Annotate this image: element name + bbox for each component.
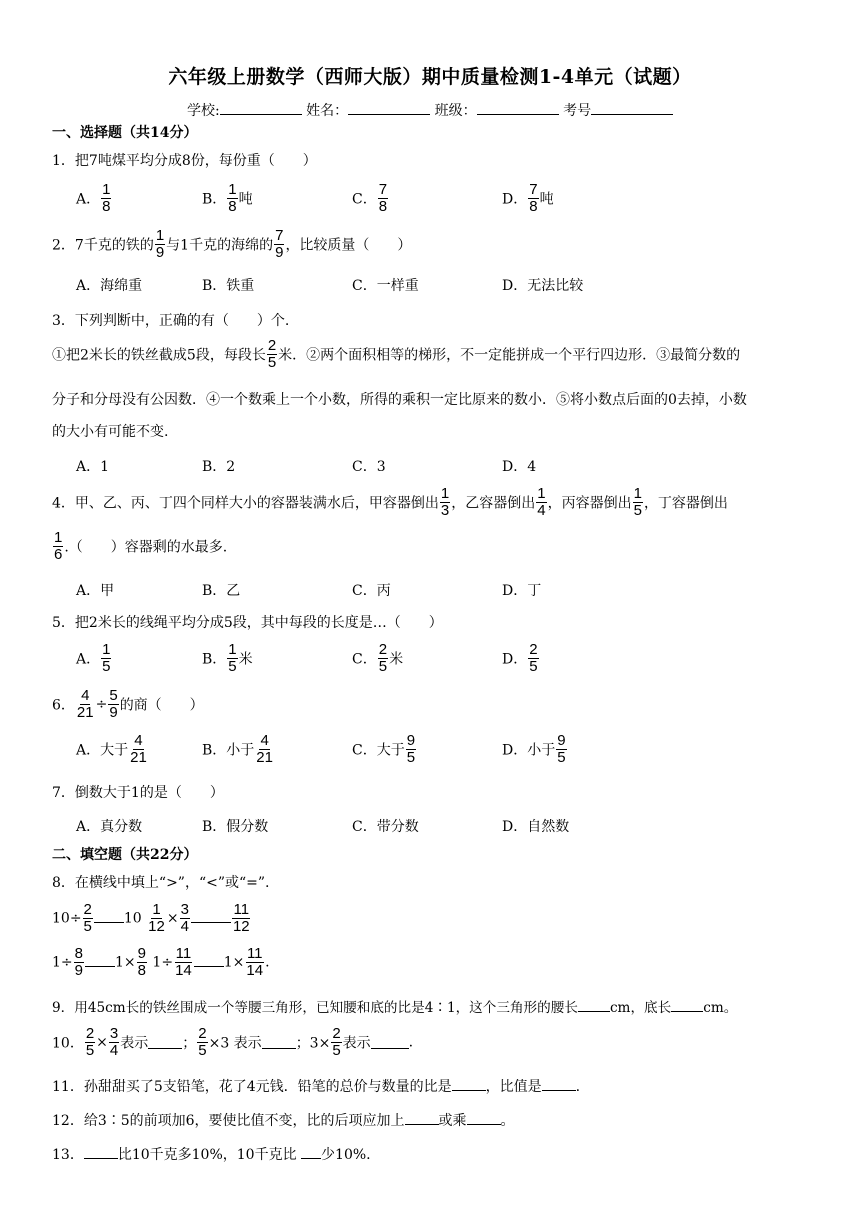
q5-option-d[interactable] xyxy=(502,642,540,675)
fraction: $\frac{2}{5}$ xyxy=(529,641,538,675)
q6-option-b[interactable] xyxy=(202,733,275,766)
unit: 米 xyxy=(389,651,404,668)
compare-blank[interactable] xyxy=(194,954,224,967)
q5-option-c[interactable] xyxy=(352,642,403,675)
q3-statement-line-3: 的大小有可能不变. xyxy=(52,424,169,440)
fraction: $\frac{2}{5}$ xyxy=(267,337,277,371)
times-sign: × xyxy=(166,910,179,927)
option-letter: D． xyxy=(502,742,528,759)
option-letter: C． xyxy=(352,742,377,759)
option-letter: D． xyxy=(502,191,528,208)
fraction: $\frac{11}{14}$ xyxy=(246,945,264,979)
number-label: 考号 xyxy=(563,103,592,119)
fraction: $\frac{4}{21}$ xyxy=(256,732,273,766)
q12-text-c: 。 xyxy=(500,1113,515,1129)
q6-option-d[interactable] xyxy=(502,733,568,766)
fraction: $\frac{9}{5}$ xyxy=(557,732,566,766)
q3-option-d[interactable]: D．4 xyxy=(502,459,537,475)
page-title: 六年级上册数学（西师大版）期中质量检测1-4单元（试题） xyxy=(168,66,692,88)
q5-option-b[interactable] xyxy=(202,642,253,675)
q8-row-1 xyxy=(52,902,252,935)
q3-option-a[interactable]: A．1 xyxy=(76,459,110,475)
q8-text: 1÷ xyxy=(152,954,174,971)
q1-option-b[interactable] xyxy=(202,182,253,215)
question-10 xyxy=(52,1026,413,1059)
q1-option-a[interactable] xyxy=(76,182,112,215)
q2-text-3: ，比较质量（ ） xyxy=(285,237,412,254)
fraction: $\frac{1}{8}$ xyxy=(102,181,111,215)
q7-option-d[interactable]: D．自然数 xyxy=(502,819,570,835)
q2-option-a[interactable]: A．海绵重 xyxy=(76,278,143,294)
fraction: $\frac{2}{5}$ xyxy=(85,1025,95,1059)
class-blank[interactable] xyxy=(477,102,559,115)
compare-blank[interactable] xyxy=(85,954,115,967)
q3-statement-line-1 xyxy=(52,338,740,371)
q10-text: ×3 表示 xyxy=(208,1035,262,1052)
q7-option-b[interactable]: B．假分数 xyxy=(202,819,269,835)
fraction: $\frac{9}{5}$ xyxy=(406,732,416,766)
unit: 米 xyxy=(238,651,253,668)
fraction: $\frac{3}{4}$ xyxy=(109,1025,119,1059)
q8-text: 10 xyxy=(123,910,142,927)
fraction: $\frac{1}{5}$ xyxy=(228,641,237,675)
class-label: 班级： xyxy=(434,103,477,119)
option-letter: A． xyxy=(76,191,101,208)
q4-option-d[interactable]: D．丁 xyxy=(502,583,542,599)
school-label: 学校: xyxy=(187,103,220,119)
name-blank[interactable] xyxy=(348,102,430,115)
q8-row-2 xyxy=(52,946,270,979)
fraction: $\frac{5}{9}$ xyxy=(109,687,118,721)
q10-text: ； xyxy=(182,1035,197,1052)
q4-option-a[interactable]: A．甲 xyxy=(76,583,115,599)
option-word: 大于 xyxy=(100,742,129,759)
q7-option-a[interactable]: A．真分数 xyxy=(76,819,143,835)
school-blank[interactable] xyxy=(220,102,302,115)
q4-text-e: .（ ）容器剩的水最多. xyxy=(64,539,228,556)
fraction: $\frac{1}{5}$ xyxy=(102,641,111,675)
answer-blank[interactable] xyxy=(84,1146,118,1159)
q11-text-c: . xyxy=(575,1079,581,1095)
question-12 xyxy=(52,1110,515,1130)
q1-option-c[interactable] xyxy=(352,182,389,215)
q4-text-d: ，丁容器倒出 xyxy=(643,495,728,512)
option-letter: D． xyxy=(502,651,528,668)
answer-blank[interactable] xyxy=(371,1036,409,1049)
q2-option-b[interactable]: B．铁重 xyxy=(202,278,255,294)
answer-blank[interactable] xyxy=(671,999,703,1012)
q8-text: 10÷ xyxy=(52,910,82,927)
q8-text: 1× xyxy=(223,954,245,971)
q8-text: 1× xyxy=(114,954,136,971)
q9-text-a: 9．用45cm长的铁丝围成一个等腰三角形，已知腰和底的比是4∶1，这个三角形的腰长 xyxy=(52,1000,578,1016)
q4-text-b: ，乙容器倒出 xyxy=(451,495,536,512)
option-word: 大于 xyxy=(376,742,405,759)
q3-option-c[interactable]: C．3 xyxy=(352,459,386,475)
q2-text-1: 2．7千克的铁的 xyxy=(52,237,154,254)
q3-text-b: 米．②两个面积相等的梯形，不一定能拼成一个平行四边形．③最简分数的 xyxy=(278,347,741,364)
question-3: 3．下列判断中，正确的有（ ）个. xyxy=(52,313,290,329)
number-blank[interactable] xyxy=(591,102,673,115)
question-8: 8．在横线中填上“>”，“<”或“=”. xyxy=(52,875,270,891)
q8-text: . xyxy=(265,954,270,971)
q13-text-a: 13． xyxy=(52,1147,84,1163)
fraction: $\frac{2}{5}$ xyxy=(198,1025,207,1059)
section-heading-choice: 一、选择题（共14分） xyxy=(52,125,198,141)
q2-option-d[interactable]: D．无法比较 xyxy=(502,278,584,294)
q1-option-d[interactable] xyxy=(502,182,554,215)
q10-text: 表示 xyxy=(120,1035,149,1052)
fraction: $\frac{1}{12}$ xyxy=(148,901,165,935)
fraction: $\frac{7}{9}$ xyxy=(275,227,284,261)
fraction: $\frac{1}{4}$ xyxy=(537,485,546,519)
fraction: $\frac{4}{21}$ xyxy=(76,687,94,721)
q6-prefix: 6． xyxy=(52,697,75,714)
answer-blank[interactable] xyxy=(405,1112,439,1125)
name-label: 姓名： xyxy=(306,103,349,119)
fraction: $\frac{8}{9}$ xyxy=(74,945,83,979)
question-5: 5．把2米长的线绳平均分成5段，其中每段的长度是…（ ） xyxy=(52,615,443,631)
answer-blank[interactable] xyxy=(467,1112,501,1125)
q10-text: 表示 xyxy=(342,1035,371,1052)
fraction: $\frac{1}{5}$ xyxy=(633,485,642,519)
q10-text: . xyxy=(408,1034,414,1051)
q12-text-b: 或乘 xyxy=(438,1113,467,1129)
question-1: 1．把7吨煤平均分成8份，每份重（ ） xyxy=(52,153,317,169)
q3-option-b[interactable]: B．2 xyxy=(202,459,236,475)
q12-text-a: 12．给3∶5的前项加6，要使比值不变，比的后项应加上 xyxy=(52,1113,405,1129)
q8-text: 1÷ xyxy=(52,954,73,971)
option-word: 小于 xyxy=(527,742,556,759)
option-letter: B． xyxy=(202,191,227,208)
answer-blank[interactable] xyxy=(262,1036,296,1049)
q11-text-a: 11．孙甜甜买了5支铅笔，花了4元钱．铅笔的总价与数量的比是 xyxy=(52,1079,452,1095)
q5-option-a[interactable] xyxy=(76,642,112,675)
question-2 xyxy=(52,228,411,261)
q4-text-c: ，丙容器倒出 xyxy=(547,495,632,512)
q6-suffix: 的商（ ） xyxy=(119,697,204,714)
fraction: $\frac{11}{14}$ xyxy=(175,945,192,979)
compare-blank[interactable] xyxy=(94,910,124,923)
times-sign: × xyxy=(96,1034,108,1051)
fraction: $\frac{1}{3}$ xyxy=(440,485,450,519)
q7-option-c[interactable]: C．带分数 xyxy=(352,819,419,835)
q9-text-c: cm。 xyxy=(703,1000,738,1016)
unit: 吨 xyxy=(539,191,554,208)
fraction: $\frac{1}{8}$ xyxy=(228,181,237,215)
fraction: $\frac{11}{12}$ xyxy=(232,901,250,935)
q6-option-c[interactable] xyxy=(352,733,417,766)
fraction: $\frac{3}{4}$ xyxy=(180,901,189,935)
fraction: $\frac{1}{9}$ xyxy=(155,227,165,261)
option-letter: A． xyxy=(76,651,101,668)
answer-blank[interactable] xyxy=(542,1078,576,1091)
q11-text-b: ，比值是 xyxy=(485,1079,542,1095)
answer-blank[interactable] xyxy=(148,1036,182,1049)
q2-text-2: 与1千克的海绵的 xyxy=(166,237,274,254)
option-letter: A． xyxy=(76,742,101,759)
option-letter: C． xyxy=(352,651,377,668)
q6-option-a[interactable] xyxy=(76,733,149,766)
fraction: $\frac{2}{5}$ xyxy=(83,901,92,935)
option-word: 小于 xyxy=(226,742,255,759)
option-letter: B． xyxy=(202,651,227,668)
unit: 吨 xyxy=(238,191,253,208)
q10-prefix: 10． xyxy=(52,1035,84,1052)
fraction: $\frac{2}{5}$ xyxy=(378,641,388,675)
q4-option-c[interactable]: C．丙 xyxy=(352,583,391,599)
question-4-cont xyxy=(52,530,227,563)
question-4 xyxy=(52,486,728,519)
answer-blank[interactable] xyxy=(301,1146,321,1159)
q13-text-b: 比10千克多10%，10千克比 xyxy=(117,1147,297,1163)
question-13 xyxy=(52,1144,371,1164)
q2-option-c[interactable]: C．一样重 xyxy=(352,278,419,294)
divide-sign: ÷ xyxy=(95,696,108,713)
fraction: $\frac{4}{21}$ xyxy=(130,732,147,766)
q4-option-b[interactable]: B．乙 xyxy=(202,583,241,599)
fraction: $\frac{7}{8}$ xyxy=(378,181,388,215)
answer-blank[interactable] xyxy=(578,999,610,1012)
q13-text-c: 少10%. xyxy=(321,1147,371,1163)
compare-blank[interactable] xyxy=(191,910,231,923)
q3-statement-line-2: 分子和分母没有公因数．④一个数乘上一个小数，所得的乘积一定比原来的数小．⑤将小数点后面的0去掉，小数 xyxy=(52,392,747,408)
answer-blank[interactable] xyxy=(452,1078,486,1091)
q3-text-a: ①把2米长的铁丝截成5段，每段长 xyxy=(52,347,266,364)
option-letter: C． xyxy=(352,191,377,208)
fraction: $\frac{1}{6}$ xyxy=(54,529,63,563)
question-11 xyxy=(52,1076,580,1096)
q9-text-b: cm，底长 xyxy=(609,1000,672,1016)
question-9 xyxy=(52,996,737,1016)
question-6 xyxy=(52,688,204,721)
fraction: $\frac{2}{5}$ xyxy=(332,1025,341,1059)
section-heading-fill: 二、填空题（共22分） xyxy=(52,847,198,863)
student-info-line xyxy=(187,100,673,120)
question-7: 7．倒数大于1的是（ ） xyxy=(52,785,224,801)
option-letter: B． xyxy=(202,742,227,759)
q4-text-a: 4．甲、乙、丙、丁四个同样大小的容器装满水后，甲容器倒出 xyxy=(52,495,439,512)
fraction: $\frac{9}{8}$ xyxy=(137,945,146,979)
q10-text: ；3× xyxy=(295,1035,331,1052)
fraction: $\frac{7}{8}$ xyxy=(529,181,538,215)
